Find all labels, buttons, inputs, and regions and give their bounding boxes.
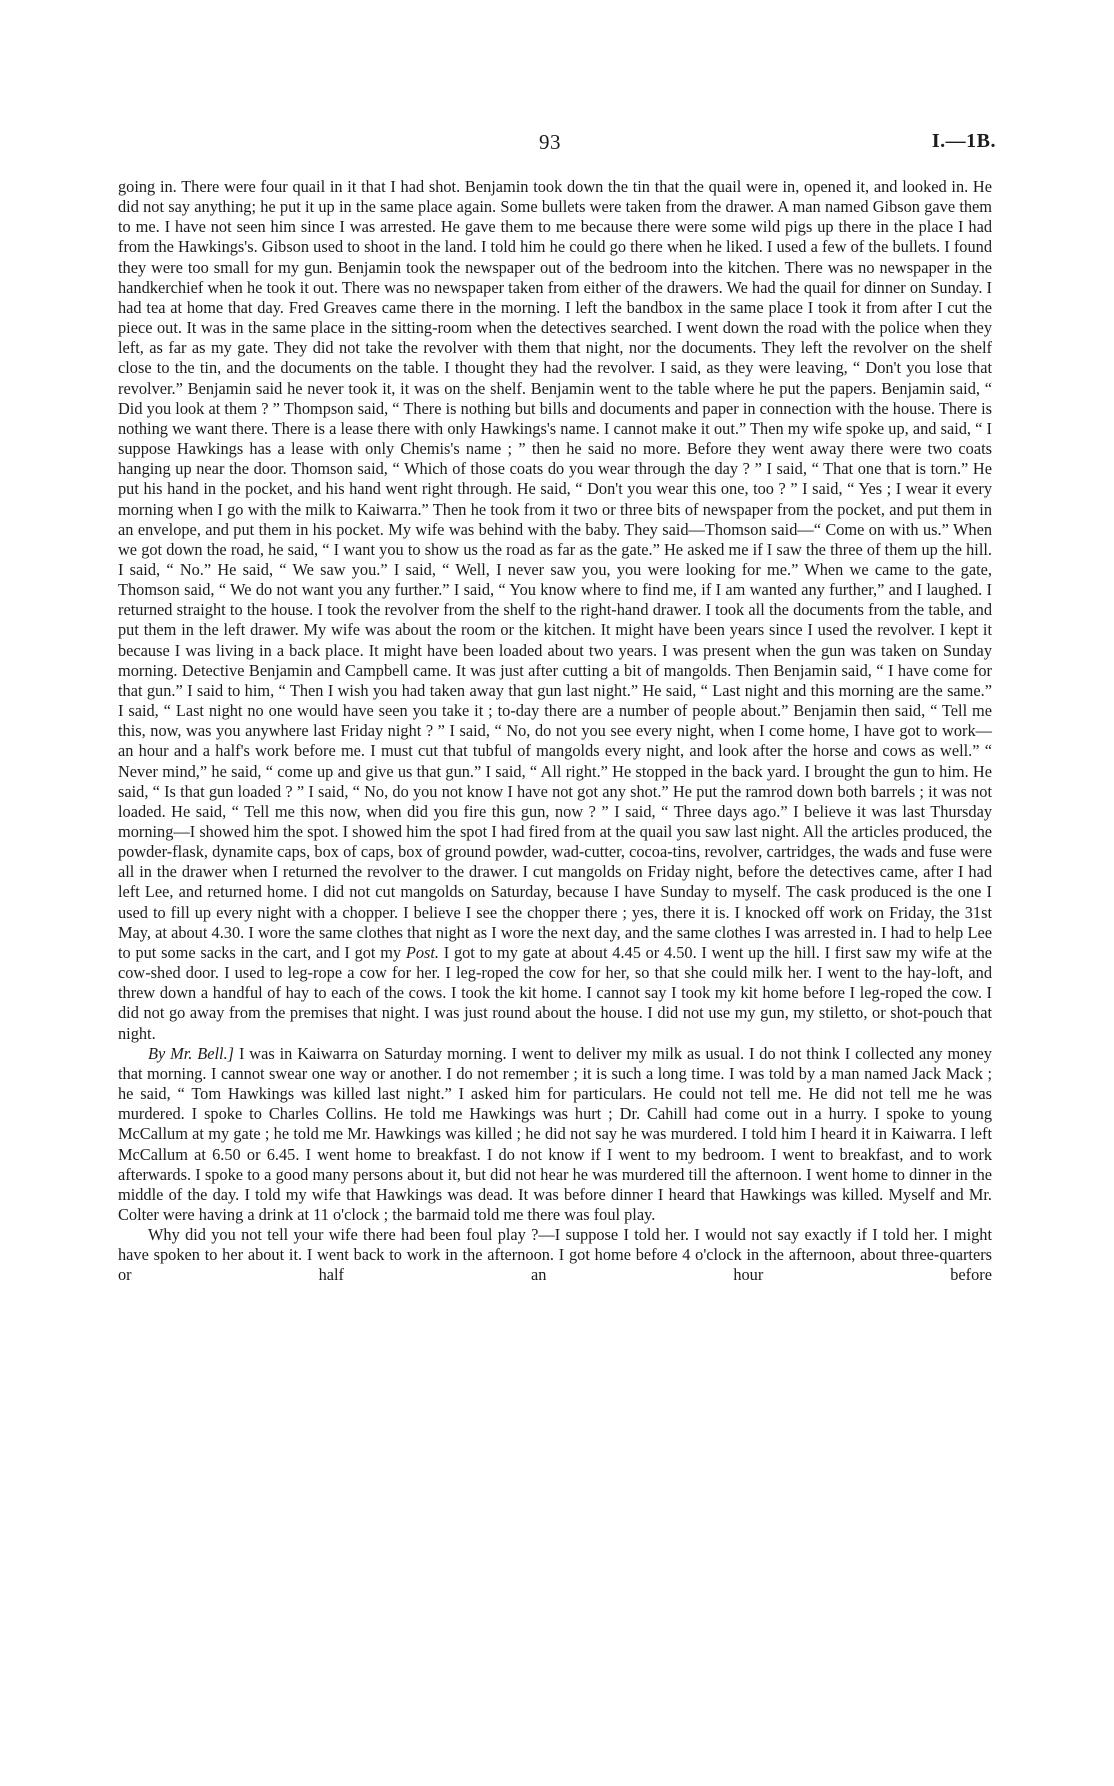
page-number: 93 <box>539 130 561 154</box>
examiner-lead: By Mr. Bell.] <box>148 1043 235 1063</box>
paragraph-text: I was in Kaiwarra on Saturday morning. I went to deliver my milk as usual. I do not think I collected any money that morning. I cannot swear one way or another. I do not remember ; it is such a long time. I was told by a man named Jack Mack ; he said, “ Tom Hawkings was killed last night.” I asked him for particulars. He could not tell me. He did not tell me he was murdered. I spoke to Charles Collins. He told me Hawkings was hurt ; Dr. Cahill had come out in a hurry. I spoke to young McCallum at my gate ; he told me Mr. Hawkings was killed ; he did not say he was murdered. I told him I heard it in Kaiwarra. I left McCallum at 6.50 or 6.45. I went home to breakfast. I do not know if I went to my bedroom. I went to breakfast, and to work afterwards. I spoke to a good many persons about it, but did not hear he was murdered till the afternoon. I went home to dinner in the middle of the day. I told my wife that Hawkings was dead. It was before dinner I heard that Hawkings was killed. Myself and Mr. Colter were having a drink at 11 o'clock ; the barmaid told me there was foul play. <box>118 1043 992 1224</box>
paragraph-testimony <box>118 177 992 1044</box>
paragraph-text: I got to my gate at about 4.45 or 4.50. I went up the hill. I first saw my wife at the cow-shed door. I used to leg-rope a cow for her. I leg-roped the cow for her, so that she could milk her. I went to the hay-loft, and threw down a handful of hay to each of the cows. I took the kit home. I cannot say I took my kit home before I leg-roped the cow. I did not go away from the premises that night. I was just round about the house. I did not use my gun, my stiletto, or shot-pouch that night. <box>118 942 992 1043</box>
paragraph-question <box>118 1225 992 1285</box>
document-reference: I.—1B. <box>931 130 996 152</box>
body-text <box>118 177 992 1286</box>
paragraph-cross-examination <box>118 1044 992 1225</box>
paragraph-text: going in. There were four quail in it that I had shot. Benjamin took down the tin that the quail were in, opened it, and looked in. He did not say anything; he put it up in the same place again. Some bullets were taken from the drawer. A man named Gibson gave them to me. I have not seen him since I was arrested. He gave them to me because there were some wild pigs up there in the place I had from the Hawkings's. Gibson used to shoot in the land. I told him he could go there when he liked. I used a few of the bullets. I found they were too small for my gun. Benjamin took the newspaper out of the bedroom into the kitchen. There was no newspaper in the handkerchief when he took it out. There was no newspaper taken from either of the drawers. We had the quail for dinner on Sunday. I had tea at home that day. Fred Greaves came there in the morning. I left the bandbox in the same place I took it from after I cut the piece out. It was in the same place in the sitting-room when the detectives searched. I went down the road with the police when they left, as far as my gate. They did not take the revolver with them that night, nor the documents. They left the revolver on the shelf close to the tin, and the documents on the table. I thought they had the revolver. I said, as they were leaving, “ Don't you lose that revolver.” Benjamin said he never took it, it was on the shelf. Benjamin went to the table where he put the papers. Benjamin said, “ Did you look at them ? ” Thompson said, “ There is nothing but bills and documents and paper in connection with the house. There is nothing we want there. There is a lease there with only Hawkings's name. I cannot make it out.” Then my wife spoke up, and said, “ I suppose Hawkings has a lease with only Chemis's name ; ” then he said no more. Before they went away there were two coats hanging up near the door. Thomson said, “ Which of those coats do you wear through the day ? ” I said, “ That one that is torn.” He put his hand in the pocket, and his hand went right through. He said, “ Don't you wear this one, too ? ” I said, “ Yes ; I wear it every morning when I go with the milk to Kaiwarra.” Then he took from it two or three bits of newspaper from the pocket, and put them in an envelope, and put them in his pocket. My wife was behind with the baby. They said—Thomson said—“ Come on with us.” When we got down the road, he said, “ I want you to show us the road as far as the gate.” He asked me if I saw the three of them up the hill. I said, “ No.” He said, “ We saw you.” I said, “ Well, I never saw you, you were looking for me.” When we came to the gate, Thomson said, “ We do not want you any further.” I said, “ You know where to find me, if I am wanted any further,” and I laughed. I returned straight to the house. I took the revolver from the shelf to the right-hand drawer. I took all the documents from the table, and put them in the left drawer. My wife was about the room or the kitchen. It might have been years since I used the revolver. I kept it because I was living in a back place. It might have been loaded about two years. I was present when the gun was taken on Sunday morning. Detective Benjamin and Campbell came. It was just after cutting a bit of mangolds. Then Benjamin said, “ I have come for that gun.” I said to him, “ Then I wish you had taken away that gun last night.” He said, “ Last night and this morning are the same.” I said, “ Last night no one would have seen you take it ; to-day there are a number of people about.” Benjamin then said, “ Tell me this, now, was you anywhere last Friday night ? ” I said, “ No, do not you see every night, when I come home, I have got to work—an hour and a half's work before me. I must cut that tubful of mangolds every night, and look after the horse and cows as well.” “ Never mind,” he said, “ come up and give us that gun.” I said, “ All right.” He stopped in the back yard. I brought the gun to him. He said, “ Is that gun loaded ? ” I said, “ No, do you not know I have not got any shot.” He put the ramrod down both barrels ; it was not loaded. He said, “ Tell me this now, when did you fire this gun, now ? ” I said, “ Three days ago.” I believe it was last Thursday morning—I showed him the spot. I showed him the spot I had fired from at the quail you saw last night. All the articles produced, the powder-flask, dynamite caps, box of caps, box of ground powder, wad-cutter, cocoa-tins, revolver, cartridges, the wads and fuse were all in the drawer when I returned the revolver to the drawer. I cut mangolds on Friday night, before the detectives came, after I had left Lee, and returned home. I did not cut mangolds on Saturday, because I have Sunday to myself. The cask produced is the one I used to fill up every night with a chopper. I believe I see the chopper there ; yes, there it is. I knocked off work on Friday, the 31st May, at about 4.30. I wore the same clothes that night as I wore the next day, and the same clothes I was arrested in. I had to help Lee to put some sacks in the cart, and I got my <box>118 177 992 962</box>
newspaper-title-italic: Post. <box>405 942 439 962</box>
paragraph-text: Why did you not tell your wife there had been foul play ?—I suppose I told her. I would not say exactly if I told her. I might have spoken to her about it. I went back to work in the afternoon. I got home before 4 o'clock in the afternoon, about three-quarters or half an hour before <box>118 1225 992 1285</box>
